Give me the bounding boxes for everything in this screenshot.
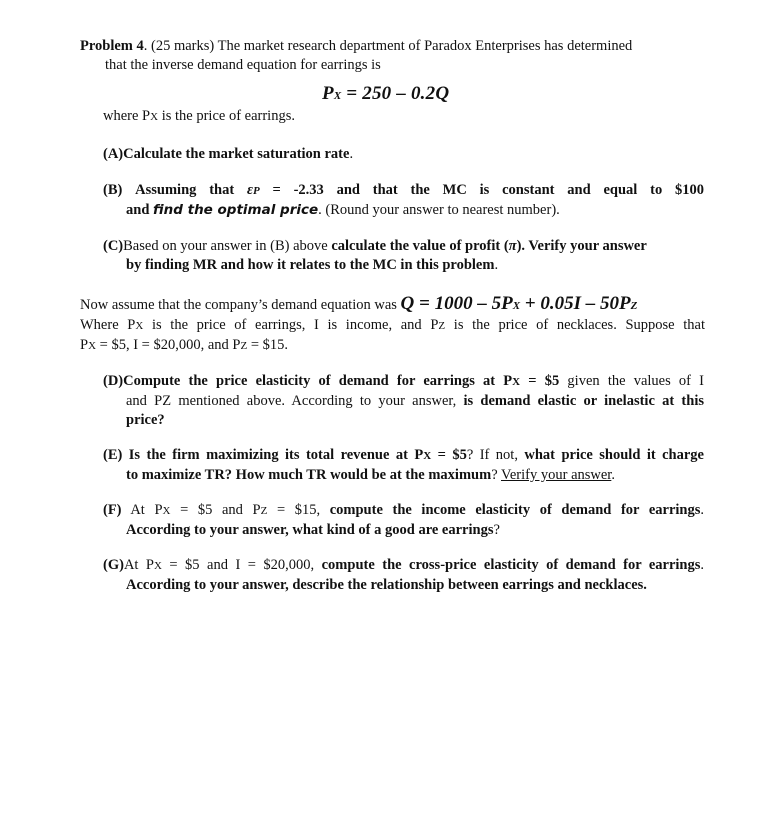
problem-intro-line-1 (80, 37, 705, 56)
problem-intro (80, 37, 705, 75)
part-b (103, 181, 704, 220)
new-demand-line-2: Where PX is the price of earrings, I is income, and PZ is the price of necklaces. Suppose that (80, 317, 706, 333)
part-a: (A)Calculate the market saturation rate. (103, 146, 354, 162)
part-c (103, 237, 704, 275)
part-f-line-2: According to your answer, what kind of a good are earrings? (126, 522, 500, 538)
part-d (103, 372, 704, 430)
part-d-line-3: price? (126, 412, 165, 428)
part-e (103, 446, 704, 485)
part-g-line-1: (G)At PX = $5 and I = $20,000, compute the cross-price elasticity of demand for earrings. (103, 557, 705, 573)
part-d-line-2: and PZ mentioned above. According to your answer, is demand elastic or inelastic at this (126, 393, 704, 409)
problem-intro-text: The market research department of Paradox Enterprises has determined (214, 38, 633, 54)
part-d-line-1: (D)Compute the price elasticity of demand for earrings at PX = $5 given the values of I (103, 373, 705, 389)
part-c-line-2: by finding MR and how it relates to the MC in this problem. (126, 257, 499, 273)
new-demand-line-1: Now assume that the company’s demand equation was Q = 1000 – 5PX + 0.05I – 50PZ (80, 293, 638, 314)
part-a-label: (A) (103, 146, 124, 162)
part-b-line-2: and find the optimal price. (Round your answer to nearest number). (126, 202, 560, 218)
part-f (103, 501, 704, 540)
part-g-line-2: According to your answer, describe the relationship between earrings and necklaces. (126, 577, 647, 593)
where-definition: where PX is the price of earrings. (103, 108, 295, 124)
new-demand-line-3: PX = $5, I = $20,000, and PZ = $15. (80, 337, 289, 353)
new-demand-intro (80, 294, 705, 356)
problem-label: Problem 4 (80, 38, 144, 54)
problem-marks: . (25 marks) (143, 38, 215, 54)
part-e-line-1: (E) Is the firm maximizing its total revenue at PX = $5? If not, what price should it charge (103, 447, 704, 463)
part-g (103, 556, 704, 595)
part-b-line-1: (B) Assuming that εP = -2.33 and that the MC is constant and equal to $100 (103, 182, 705, 198)
new-demand-equation: Q = 1000 – 5PX + 0.05I – 50PZ (400, 293, 638, 314)
problem-intro-line-2: that the inverse demand equation for earrings is (105, 57, 381, 73)
inverse-demand-equation: PX = 250 – 0.2Q (322, 83, 450, 104)
part-a-text: Calculate the market saturation rate (123, 146, 350, 162)
part-c-line-1: (C)Based on your answer in (B) above calculate the value of profit (π). Verify your answer (103, 238, 647, 254)
part-e-line-2: to maximize TR? How much TR would be at the maximum? Verify your answer. (126, 467, 615, 483)
part-f-line-1: (F) At PX = $5 and PZ = $15, compute the income elasticity of demand for earrings. (103, 502, 704, 518)
